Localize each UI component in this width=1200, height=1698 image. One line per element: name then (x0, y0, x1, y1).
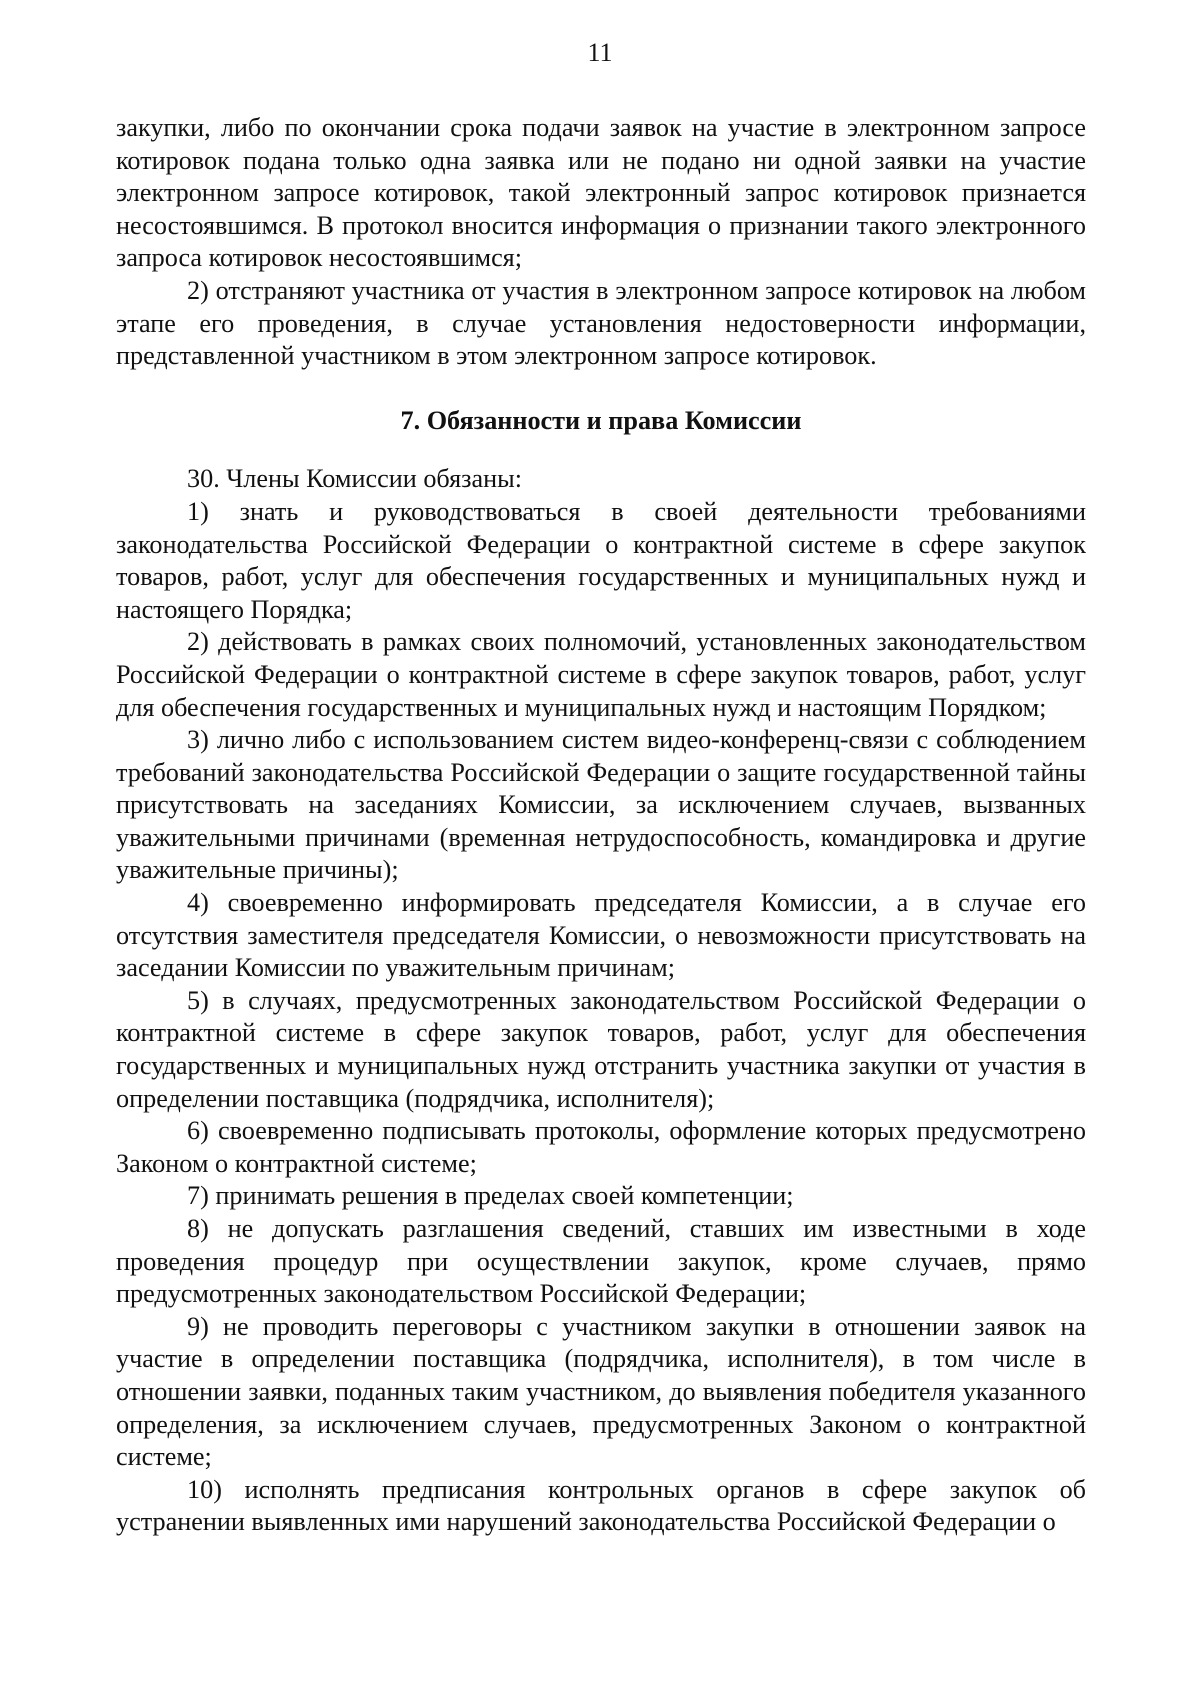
page-number: 11 (587, 38, 613, 67)
list-item: 2) действовать в рамках своих полномочий, установленных законодательством Российской Федерации о контрактной системе в сфере закупок товаров, работ, услуг для обеспечения государственных и муниципальных нужд и настоящим Порядком; (116, 627, 1086, 722)
section-heading: 7. Обязанности и права Комиссии (400, 405, 802, 435)
list-item: 7) принимать решения в пределах своей компетенции; (187, 1181, 794, 1211)
list-item: 8) не допускать разглашения сведений, ставших им известными в ходе проведения процедур при осуществлении закупок, кроме случаев, прямо предусмотренных законодательством Российской Федерации; (116, 1214, 1086, 1309)
paragraph-continued: закупки, либо по окончании срока подачи заявок на участие в электронном запросе котировок подана только одна заявка или не подано ни одной заявки на участие электронном запросе котировок, такой электронный запрос котировок признается несостоявшимся. В протокол вносится информация о признании такого электронного запроса котировок несостоявшимся; (116, 113, 1086, 273)
list-item: 4) своевременно информировать председателя Комиссии, а в случае его отсутствия заместителя председателя Комиссии, о невозможности присутствовать на заседании Комиссии по уважительным причинам; (116, 888, 1086, 983)
document-body (116, 112, 1086, 1539)
list-item: 3) лично либо с использованием систем видео-конференц-связи с соблюдением требований законодательства Российской Федерации о защите государственной тайны присутствовать на заседаниях Комиссии, за исключением случаев, вызванных уважительными причинами (временная нетрудоспособность, командировка и другие уважительные причины); (116, 725, 1086, 885)
list-item: 9) не проводить переговоры с участником закупки в отношении заявок на участие в определении поставщика (подрядчика, исполнителя), в том числе в отношении заявки, поданных таким участником, до выявления победителя указанного определения, за исключением случаев, предусмотренных Законом о контрактной системе; (116, 1311, 1086, 1472)
list-item: 5) в случаях, предусмотренных законодательством Российской Федерации о контрактной системе в сфере закупок товаров, работ, услуг для обеспечения государственных и муниципальных нужд отстранить участника закупки от участия в определении поставщика (подрядчика, исполнителя); (116, 985, 1086, 1113)
paragraph-item-2-disqualify: 2) отстраняют участника от участия в электронном запросе котировок на любом этапе его проведения, в случае установления недостоверности информации, представленной участником в этом электронном запросе котировок. (116, 275, 1086, 371)
list-item: 1) знать и руководствоваться в своей деятельности требованиями законодательства Российской Федерации о контрактной системе в сфере закупок товаров, работ, услуг для обеспечения государственных и муниципальных нужд и настоящего Порядка; (116, 496, 1086, 624)
list-item: 6) своевременно подписывать протоколы, оформление которых предусмотрено Законом о контрактной системе; (116, 1116, 1086, 1178)
section-intro: 30. Члены Комиссии обязаны: (187, 464, 522, 494)
list-item: 10) исполнять предписания контрольных органов в сфере закупок об устранении выявленных ими нарушений законодательства Российской Федерации о (116, 1474, 1086, 1537)
